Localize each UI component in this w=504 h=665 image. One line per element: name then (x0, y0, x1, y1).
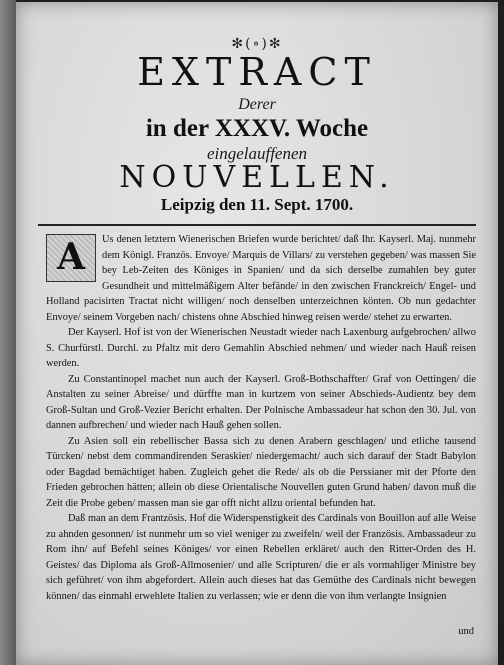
paragraph-5: Daß man an dem Frantzösis. Hof die Widerspenstigkeit des Cardinals von Bouillon auf alle Weise zu ahnden gesonnen/ ist nunmehr um so viel weniger zu zweifeln/ weil der Französis. Ambassadeur zu Rom ihn/ auf Befehl seines Königes/ vor einen Rebellen erkläret/ auch den Ritter-Orden des H. Geistes/ das Diploma als Groß-Allmosenier/ und alle Scripturen/ die er als vormahliger Ministre bey sich geführet/ von ihm abgefordert. Allein auch dieses hat das Gemüthe des Cardinals nicht bewegen können/ das einmahl erwehlete Italien zu verlassen; wie er denn die von ihm verlangte Insignien (46, 513, 476, 602)
masthead-line-woche: in der XXXV. Woche (145, 115, 369, 142)
newspaper-page (16, 2, 498, 665)
masthead-line-eingelauffenen: eingelauffenen (206, 144, 308, 163)
facing-page-edge (0, 0, 16, 665)
catchword: und (458, 626, 474, 637)
paragraph-1-text: Us denen letztern Wienerischen Briefen wurde berichtet/ daß Ihr. Kayserl. Maj. nunmehr dem Königl. Französ. Envoye/ Marquis de Villars/ zu verstehen gegeben/ was massen Sie bey Leb-Zeiten des Königes in Spanien/ und da sich derselbe zumahlen bey guter Gesundheit und mittelmäßigem Alter befände/ in den zwischen Franckreich/ Engel- und Holland pacisirten Tractat nicht willigen/ noch denselben unterzeichnen könten. Ob nun gedachter Envoye/ seinem Vorgeben nach/ chistens ohne Abschied hinweg reisen werde/ stehet zu erwarten. (46, 234, 476, 323)
paragraph-4: Zu Asien soll ein rebellischer Bassa sich zu denen Arabern geschlagen/ und etliche tausend Türcken/ nebst dem commandirenden Seraskier/ niedergemacht/ auch sich darauf der Stadt Babylon oder Bagdad bemächtiget haben. Zugleich gehet die Rede/ als ob die Perssianer mit der Pforte den Frieden gebrochen hätten; allein ob diese Orientalische Nouvellen guten Grund haben/ davon muß die Zeit die Probe geben/ massen man sie gar offt nicht allzu oriental befunden hat. (46, 435, 476, 509)
paragraph-2: Der Kayserl. Hof ist von der Wienerischen Neustadt wieder nach Laxenburg aufgebrochen/ allwo S. Churfürstl. Durchl. zu Pfaltz mit dero Gemahlin Abschied nehmen/ und wieder nach Hauß reisen werden. (46, 327, 476, 369)
dateline: Leipzig den 11. Sept. 1700. (160, 195, 354, 214)
masthead-line-derer: Derer (238, 96, 276, 113)
paragraph-3: Zu Constantinopel machet nun auch der Kayserl. Groß-Bothschaffter/ Graf von Oettingen/ die Anstalten zu seiner Abreise/ und dürffte man in kurtzem von seiner Abschieds-Audientz bey dem Groß-Sultan und Groß-Vezier Bericht erhalten. Der Polnische Ambassadeur hat schon den 30. Jul. von dannen aufbrechen/ und wieder nach Hauß gehen sollen. (46, 373, 476, 431)
paragraph-1 (46, 232, 476, 325)
article-body (46, 232, 476, 604)
header-divider (38, 224, 476, 226)
masthead-line-nouvellen: NOUVELLEN. (119, 160, 395, 195)
masthead-title: EXTRACT (137, 50, 377, 94)
decorated-initial: A (46, 234, 96, 282)
header-ornament: ✻(∘)✻ (231, 36, 283, 52)
